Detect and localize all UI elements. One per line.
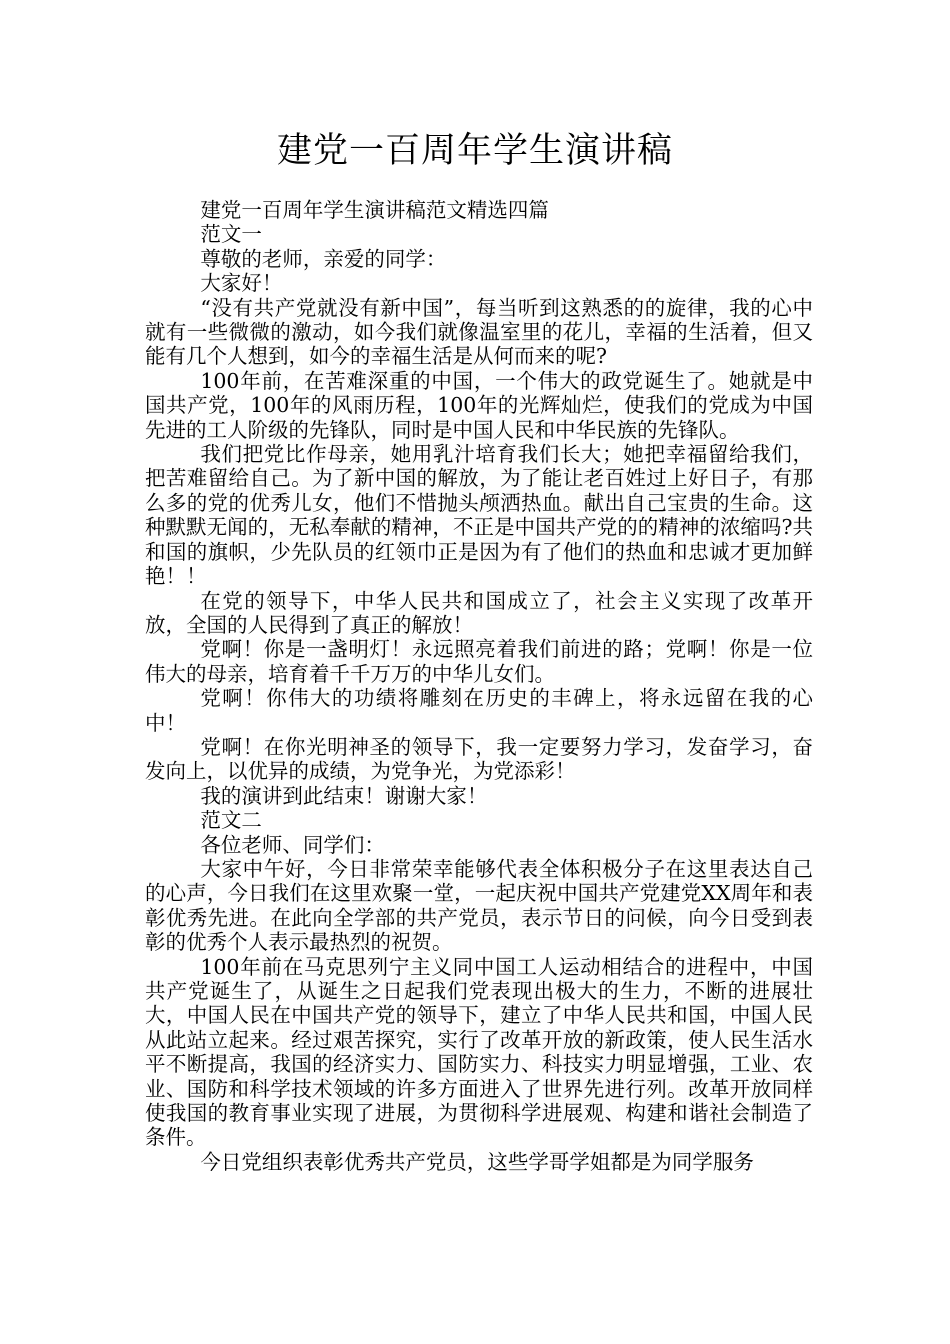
document-title: 建党一百周年学生演讲稿 bbox=[276, 131, 673, 171]
paragraph: 我们把党比作母亲，她用乳汁培育我们长大；她把幸福留给我们，把苦难留给自己。为了新中国的解放，为了能让老百姓过上好日子，有那么多的党的优秀儿女，他们不惜抛头颅洒热血。献出自己宝贵的生命。这种默默无闻的，无私奉献的精神，不正是中国共产党的的精神的浓缩吗?共和国的旗帜，少先队员的红领巾正是因为有了他们的热血和忠诚才更加鲜艳！！ bbox=[145, 442, 813, 589]
paragraph: 范文二 bbox=[200, 808, 262, 833]
paragraph: 各位老师、同学们： bbox=[200, 832, 385, 857]
document-body bbox=[145, 198, 813, 1174]
paragraph: 100年前在马克思列宁主义同中国工人运动相结合的进程中，中国共产党诞生了，从诞生之日起我们党表现出极大的生力，不断的进展壮大，中国人民在中国共产党的领导下，建立了中华人民共和国，中国人民从此站立起来。经过艰苦探究，实行了改革开放的新政策，使人民生活水平不断提高，我国的经济实力、国防实力、科技实力明显增强，工业、农业、国防和科学技术领域的许多方面进入了世界先进行列。改革开放同样使我国的教育事业实现了进展，为贯彻科学进展观、构建和谐社会制造了条件。 bbox=[145, 954, 813, 1150]
paragraph: 100年前，在苦难深重的中国，一个伟大的政党诞生了。她就是中国共产党，100年的风雨历程，100年的光辉灿烂，使我们的党成为中国先进的工人阶级的先锋队，同时是中国人民和中华民族的先锋队。 bbox=[145, 368, 813, 442]
paragraph: 大家好！ bbox=[200, 271, 283, 296]
paragraph: 在党的领导下，中华人民共和国成立了，社会主义实现了改革开放，全国的人民得到了真正的解放！ bbox=[145, 588, 813, 637]
paragraph: 党啊！你伟大的功绩将雕刻在历史的丰碑上，将永远留在我的心中！ bbox=[145, 686, 813, 735]
paragraph: 大家中午好，今日非常荣幸能够代表全体积极分子在这里表达自己的心声，今日我们在这里欢聚一堂，一起庆祝中国共产党建党XX周年和表彰优秀先进。在此向全学部的共产党员，表示节日的问候，向今日受到表彰的优秀个人表示最热烈的祝贺。 bbox=[145, 856, 813, 955]
paragraph: 党啊！在你光明神圣的领导下，我一定要努力学习，发奋学习，奋发向上，以优异的成绩，为党争光，为党添彩！ bbox=[145, 734, 813, 784]
paragraph: 尊敬的老师，亲爱的同学： bbox=[200, 246, 447, 271]
paragraph: 我的演讲到此结束！谢谢大家！ bbox=[200, 783, 488, 808]
paragraph: 党啊！你是一盏明灯！永远照亮着我们前进的路；党啊！你是一位伟大的母亲，培育着千千万万的中华儿女们。 bbox=[145, 637, 813, 686]
paragraph: “没有共产党就没有新中国”，每当听到这熟悉的的旋律，我的心中就有一些微微的激动，如今我们就像温室里的花儿，幸福的生活着，但又能有几个人想到，如今的幸福生活是从何而来的呢? bbox=[145, 295, 813, 369]
paragraph: 今日党组织表彰优秀共产党员，这些学哥学姐都是为同学服务 bbox=[200, 1149, 754, 1174]
paragraph: 范文一 bbox=[200, 222, 262, 247]
paragraph: 建党一百周年学生演讲稿范文精选四篇 bbox=[200, 198, 549, 222]
